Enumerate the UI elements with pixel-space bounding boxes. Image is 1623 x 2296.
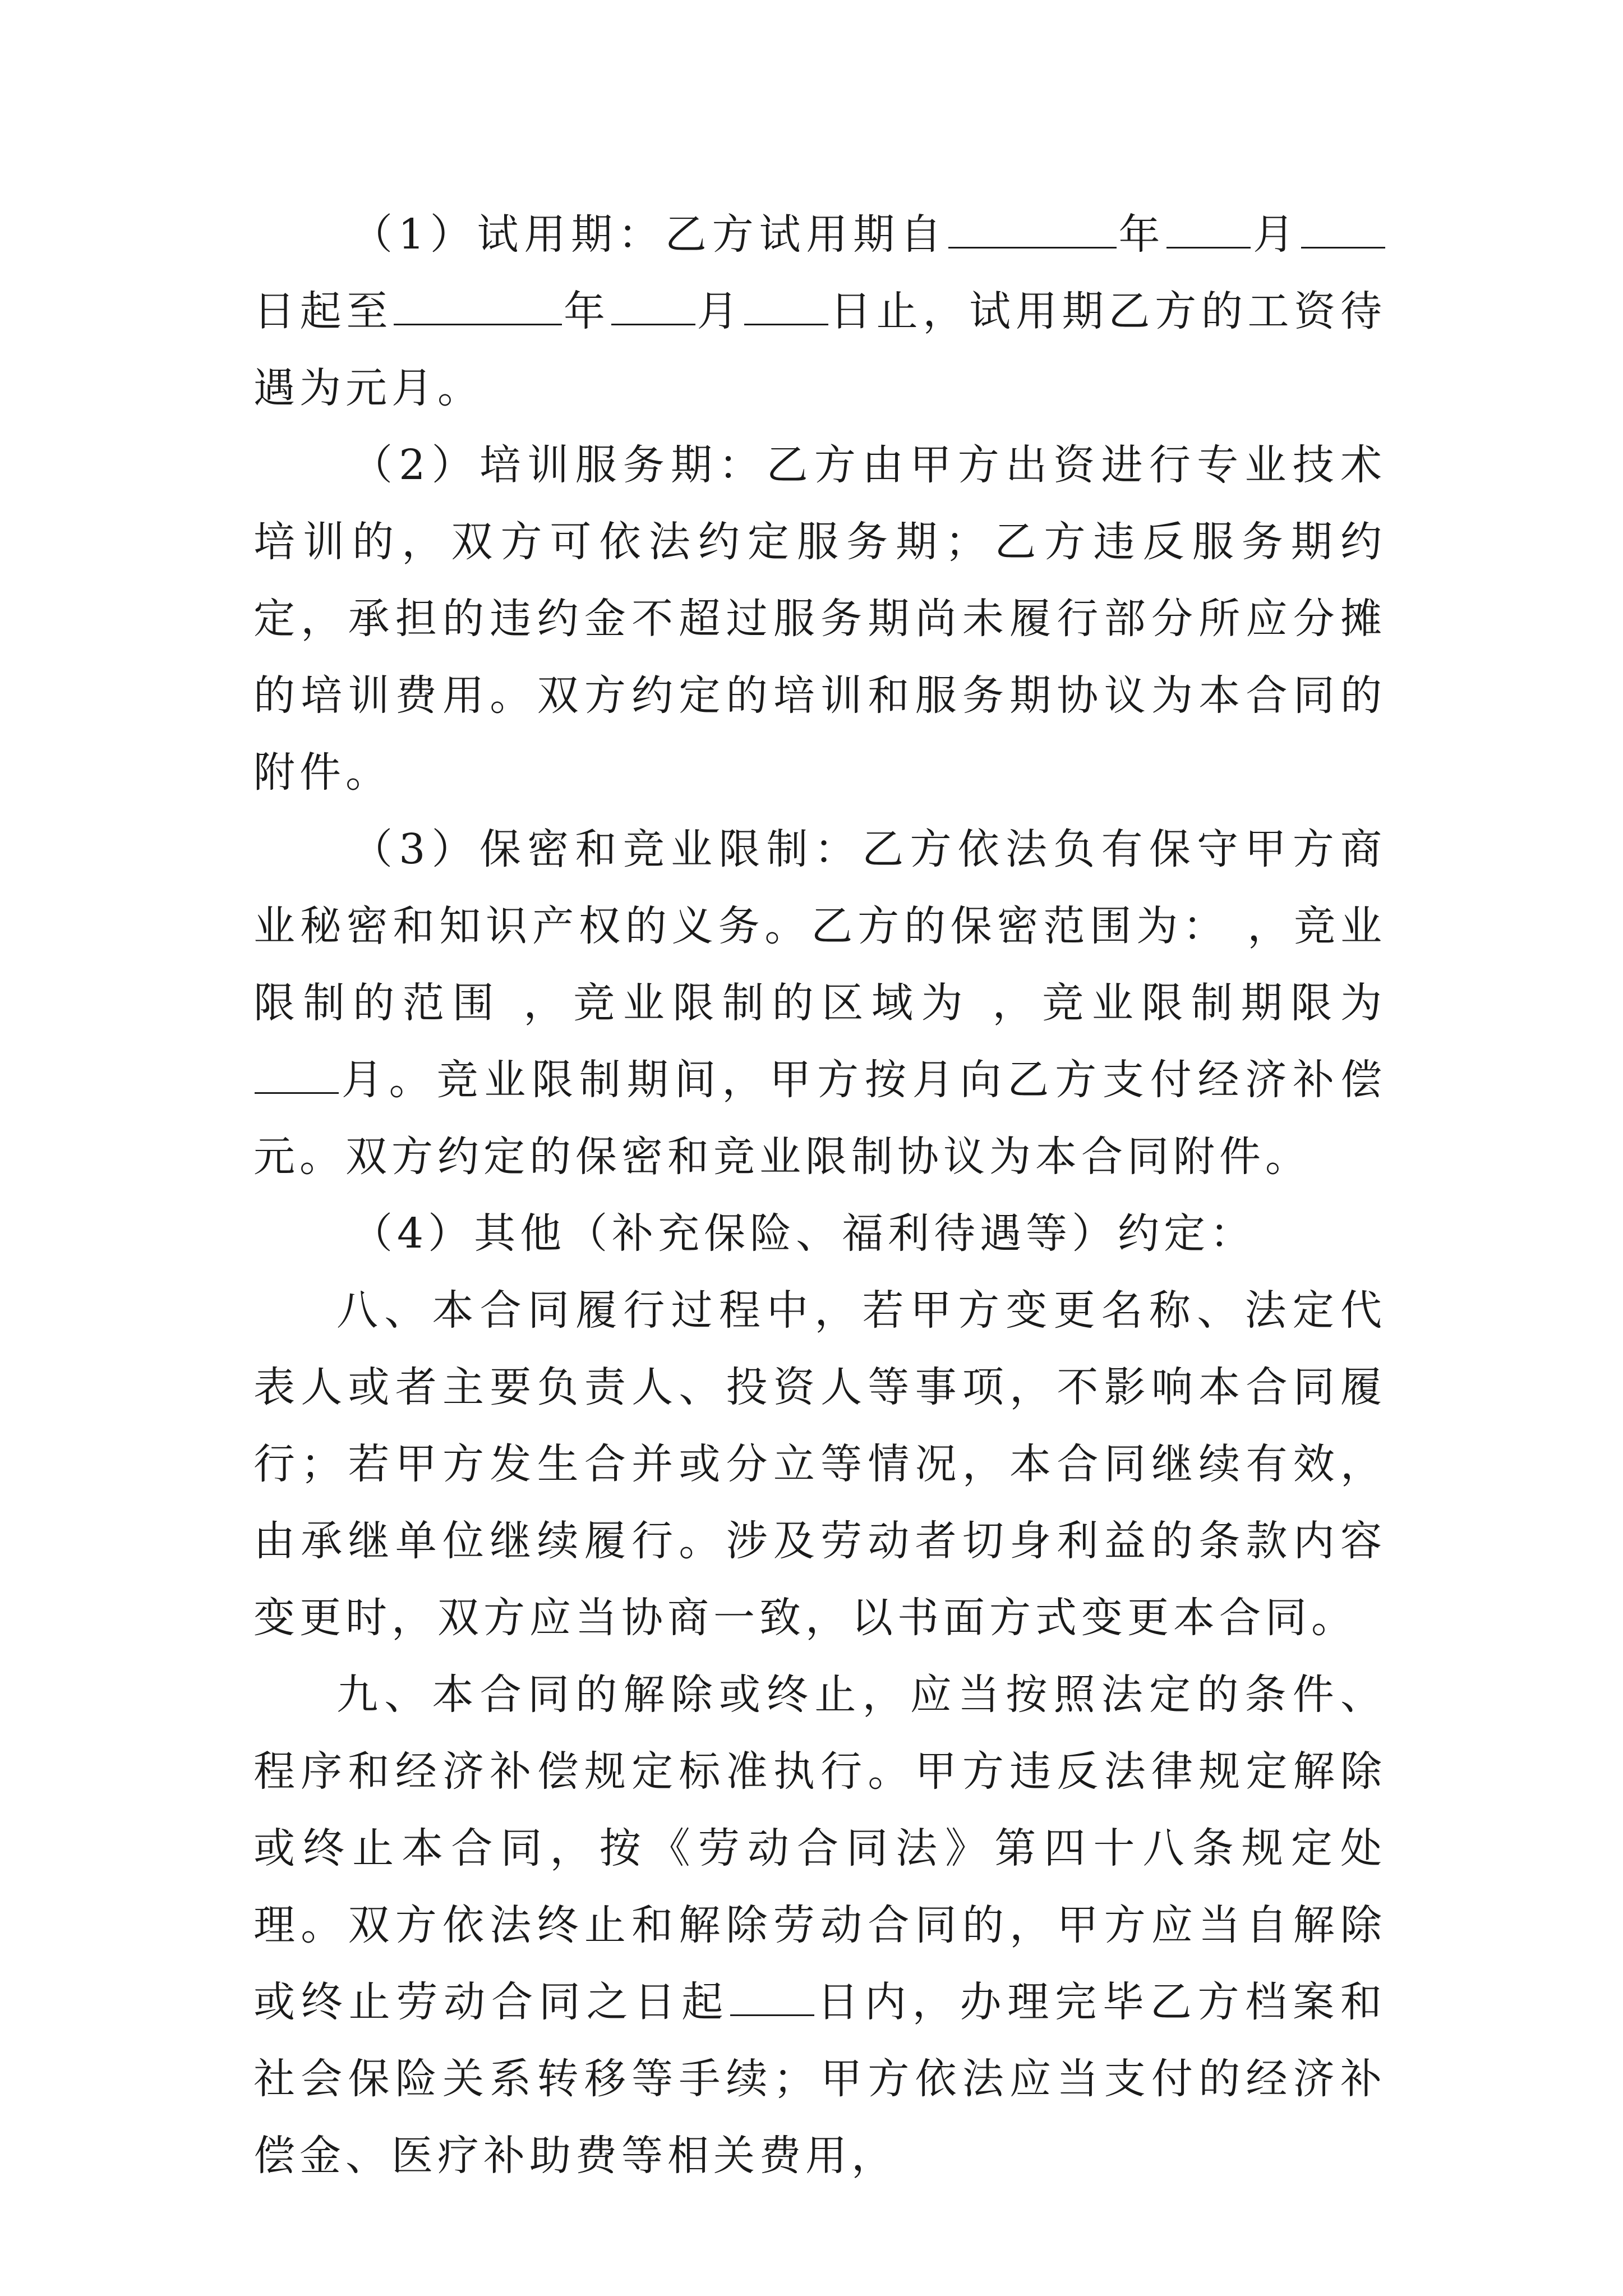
article-nine-text-start: 九、本合同的解除或终止，应当按照法定的条件、程序和经济补偿规定标准执行。甲方违反法律规定解除或终止本合同，按《劳动合同法》第四十八条规定处理。双方依法终止和解除劳动合同的，甲方应当自解除或终止劳动合同之日起: [253, 1671, 1386, 2026]
article-nine-text-end: 日内，办理完毕乙方档案和社会保险关系转移等手续；甲方依法应当支付的经济补偿金、医疗补助费等相关费用，: [253, 1978, 1387, 2180]
blank-end-month: [611, 289, 695, 325]
confidentiality-text-end: 月。竞业限制期间，甲方按月向乙方支付经济补偿 元。双方约定的保密和竞业限制协议为本合同附件。: [253, 1056, 1386, 1181]
confidentiality-clause: [253, 811, 1386, 1195]
probation-clause: [253, 196, 1386, 427]
confidentiality-text-start: （3）保密和竞业限制：乙方依法负有保守甲方商业秘密和知识产权的义务。乙方的保密范围为： ，竞业限制的范围 ，竞业限制的区域为 ，竞业限制期限为: [253, 825, 1386, 1027]
end-year-label: 年: [563, 287, 610, 335]
blank-days: [730, 1980, 814, 2016]
blank-noncompete-period: [255, 1057, 339, 1094]
blank-start-month: [1166, 212, 1251, 249]
blank-end-year: [394, 289, 562, 325]
probation-text-end: 日止，试用期乙方的工资待遇为元月。: [253, 287, 1387, 412]
contract-text: [253, 196, 1386, 2194]
article-eight: 八、本合同履行过程中，若甲方变更名称、法定代表人或者主要负责人、投资人等事项，不影响本合同履行；若甲方发生合并或分立等情况，本合同继续有效，由承继单位继续履行。涉及劳动者切身利益的条款内容变更时，双方应当协商一致，以书面方式变更本合同。: [253, 1286, 1386, 1642]
blank-start-year: [948, 212, 1117, 249]
day-label: 日起至: [253, 287, 393, 335]
training-service-clause: （2）培训服务期：乙方由甲方出资进行专业技术培训的，双方可依法约定服务期；乙方违反服务期约定，承担的违约金不超过服务期尚未履行部分所应分摊的培训费用。双方约定的培训和服务期协议为本合同的附件。: [253, 441, 1386, 797]
probation-text-start: （1）试用期：乙方试用期自: [351, 210, 947, 259]
blank-end-day: [744, 289, 828, 325]
year-label: 年: [1117, 210, 1166, 259]
month-label: 月: [1252, 210, 1300, 259]
other-agreements-clause: （4）其他（补充保险、福利待遇等）约定：: [351, 1209, 1256, 1258]
article-nine: [253, 1657, 1386, 2194]
end-month-label: 月: [696, 287, 744, 335]
blank-start-day: [1301, 212, 1385, 249]
